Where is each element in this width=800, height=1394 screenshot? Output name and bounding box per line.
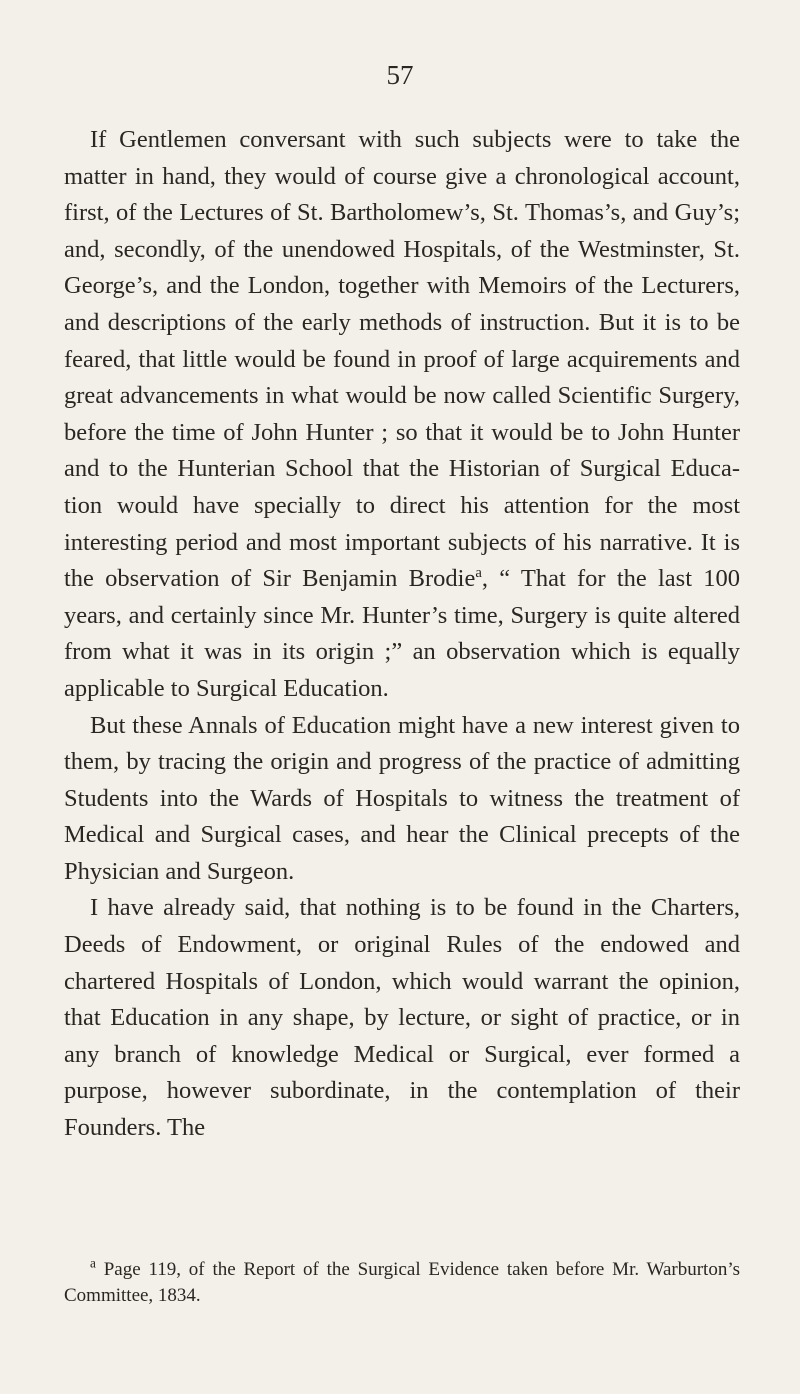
body-text (64, 122, 740, 1147)
page-number: 57 (386, 60, 414, 90)
footnote-marker: a (90, 1255, 96, 1271)
footnote-text: Page 119, of the Report of the Surgical Evidence taken before Mr. Warburton’s Committee, 1834. (64, 1259, 741, 1306)
paragraph-1-text-continued: , “ That for the last 100 years, and certainly since Mr. Hunter’s time, Surgery is quite altered from what it was in its origin ;” an observation which is equally applicable to Surgical Education. (64, 565, 740, 702)
footnote (64, 1257, 740, 1309)
footnote-reference: a (475, 564, 482, 581)
paragraph-2: But these Annals of Education might have a new interest given to them, by tracing the origin and progress of the practice of admitting Students into the Wards of Hospitals to witness the treatment of Medical and Surgical cases, and hear the Clinical precepts of the Physician and Surgeon. (64, 711, 740, 885)
paragraph-1 (64, 122, 740, 708)
paragraph-3: I have already said, that nothing is to be found in the Charters, Deeds of Endowment, or original Rules of the endowed and chartered Hospitals of London, which would warrant the opinion, that Education in any shape, by lecture, or sight of practice, or in any branch of knowledge Medical or Surgical, ever formed a purpose, however subordinate, in the contemplation of their Founders. The (64, 894, 740, 1142)
paragraph-1-text: If Gentlemen conversant with such subjects were to take the matter in hand, they would of course give a chronological account, first, of the Lectures of St. Bartholomew’s, St. Thomas’s, and Guy’s; and, secondly, of the unendowed Hospitals, of the Westminster, St. George’s, and the London, together with Memoirs of the Lecturers, and descriptions of the early methods of instruction. But it is to be feared, that little would be found in proof of large acquirements and great advancements in what would be now called Scientific Surgery, before the time of John Hunter ; so that it would be to John Hunter and to the Hunterian School that the Historian of Surgical Educa-tion would have specially to direct his attention for the most interesting period and most important subjects of his narrative. It is the observation of Sir Benjamin Brodie (64, 126, 740, 593)
footnote-paragraph (64, 1257, 740, 1309)
